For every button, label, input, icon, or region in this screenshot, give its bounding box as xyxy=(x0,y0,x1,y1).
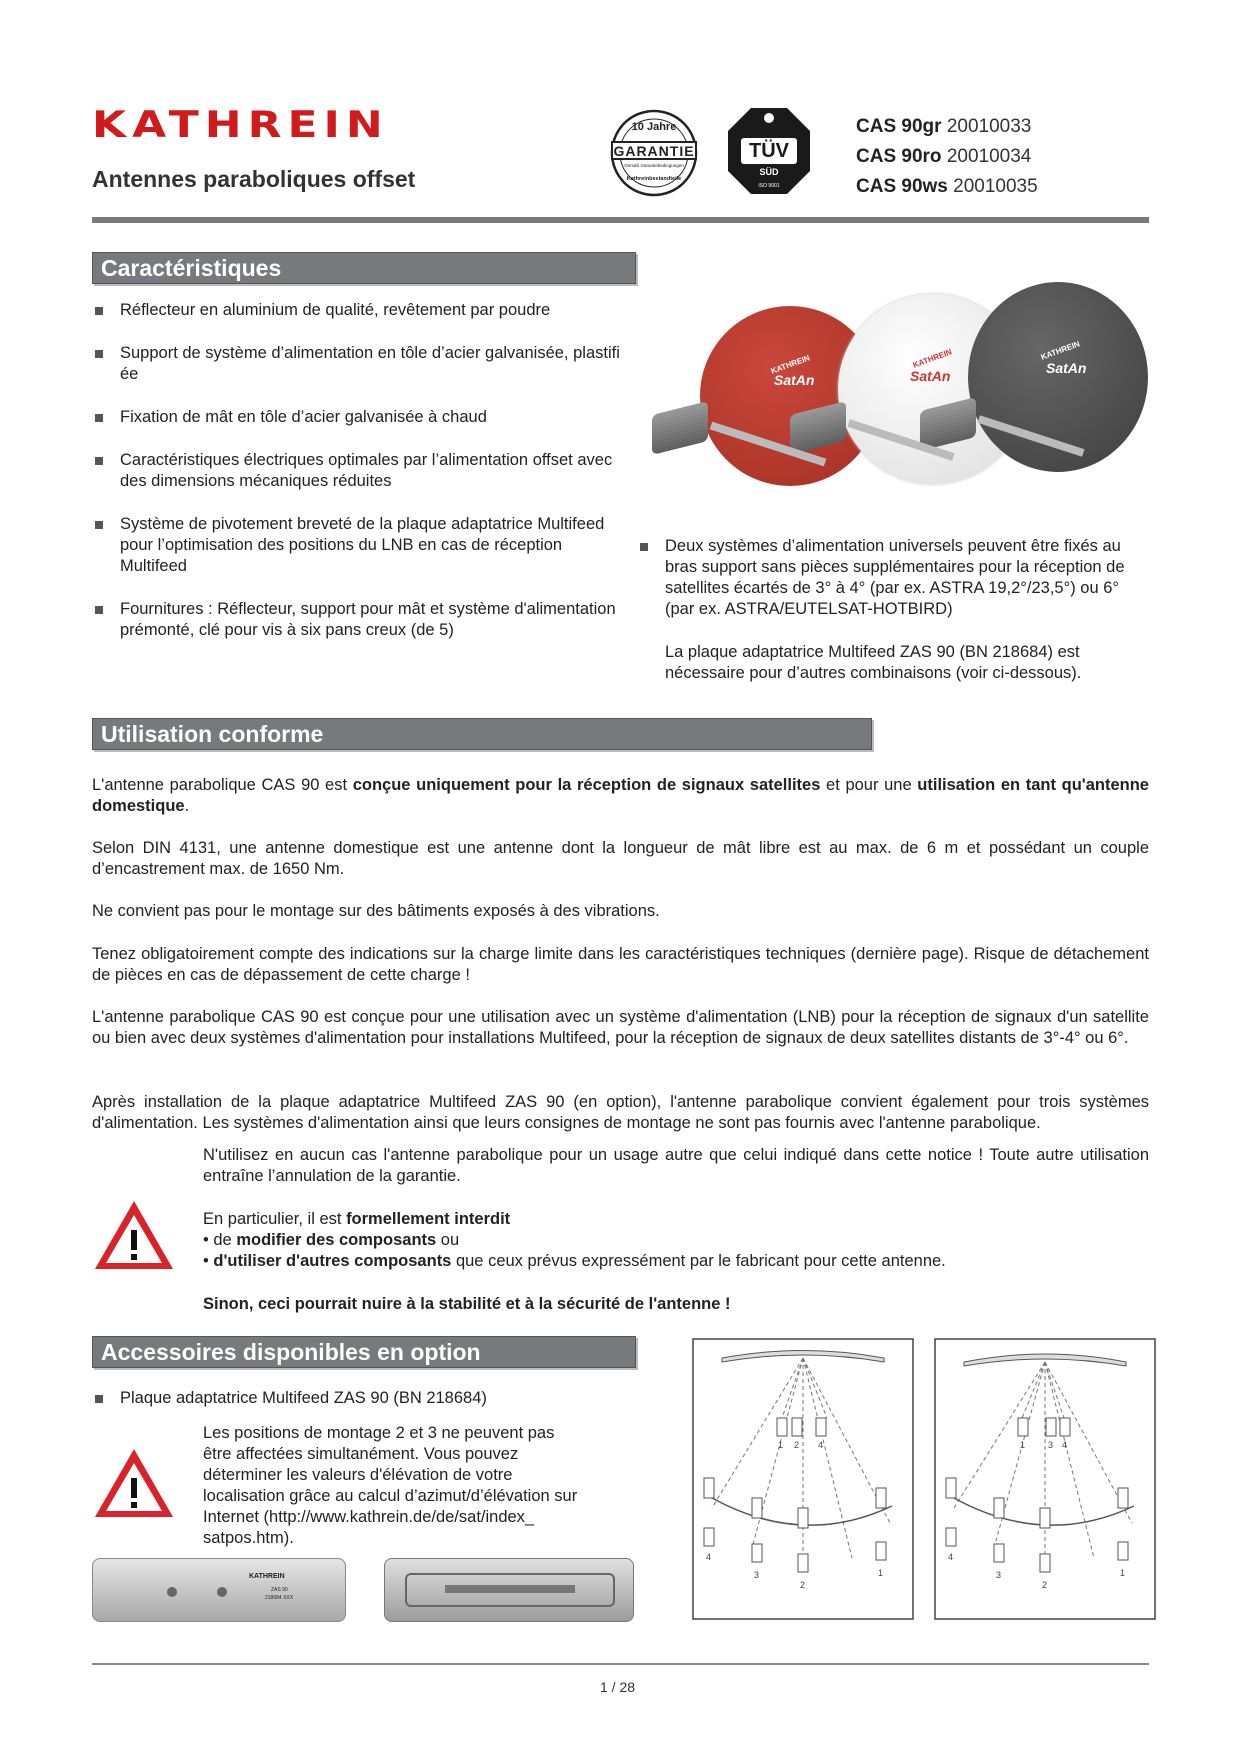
diagram-label: 4 xyxy=(706,1552,712,1562)
list-item: Caractéristiques électriques optimales par l’alimentation offset avec des dimensions mécaniques réduites xyxy=(92,450,622,492)
model-row: CAS 90gr 20010033 xyxy=(856,116,1032,137)
model-list xyxy=(856,112,1038,202)
document-subtitle: Antennes paraboliques offset xyxy=(92,166,416,192)
list-item: Fixation de mât en tôle d’acier galvanisée à chaud xyxy=(92,407,622,428)
warning-triangle-icon xyxy=(92,1198,176,1272)
accessoires-list xyxy=(92,1388,632,1409)
plate-slot xyxy=(445,1585,575,1593)
dish-satan-label: SatAn xyxy=(1046,360,1087,376)
dish-satan-label: SatAn xyxy=(774,372,815,388)
paragraph: L'antenne parabolique CAS 90 est conçue uniquement pour la réception de signaux satellites et pour une utilisation en tant qu'antenne domestique. xyxy=(92,776,1149,815)
model-row: CAS 90ro 20010034 xyxy=(856,146,1032,167)
plate-brand: KATHREIN xyxy=(249,1573,285,1580)
warning-final: Sinon, ceci pourrait nuire à la stabilité et à la sécurité de l'antenne ! xyxy=(203,1295,731,1313)
footer-divider xyxy=(92,1663,1149,1665)
screw-hole-icon xyxy=(217,1587,227,1597)
diagram-label: 2 xyxy=(1042,1580,1048,1590)
diagram-label: 4 xyxy=(1062,1440,1068,1450)
kathrein-logo: KATHREIN xyxy=(92,104,389,146)
diagram-label: 2 xyxy=(800,1580,806,1590)
list-item: Plaque adaptatrice Multifeed ZAS 90 (BN 218684) xyxy=(92,1388,632,1409)
screw-hole-icon xyxy=(167,1587,177,1597)
tuv-badge-icon xyxy=(726,106,812,196)
list-item: Deux systèmes d’alimentation universels peuvent être fixés au bras support sans pièces supplémentaires pour la réception de satellites écartés de 3° à 4° (par ex. ASTRA 19,2°/23,5°) ou 6° (par ex. ASTRA/EUTELSAT-HOTBIRD) xyxy=(637,536,1137,620)
diagram-label: 1 xyxy=(1020,1440,1026,1450)
paragraph: L'antenne parabolique CAS 90 est conçue pour une utilisation avec un système d'alimentation (LNB) pour la réception de signaux d'un satellite ou bien avec deux systèmes d'alimentation pour installations Multifeed, pour la réception de signaux de deux satellites distants de 3°-4° ou 6°. xyxy=(92,1008,1149,1047)
product-photo xyxy=(648,280,1148,510)
tuv-iso: ISO 9001 xyxy=(758,183,780,189)
diagram-label: 4 xyxy=(948,1552,954,1562)
tuv-main: TÜV xyxy=(749,140,789,162)
header-divider xyxy=(92,217,1149,223)
dish-brand-label: KATHREIN xyxy=(911,347,954,370)
adapter-plate-photo-back xyxy=(384,1558,634,1622)
diagram-label: 3 xyxy=(996,1570,1002,1580)
list-item: Support de système d’alimentation en tôle d’acier galvanisée, plastifi ée xyxy=(92,343,622,385)
diagram-label: 3 xyxy=(1048,1440,1054,1450)
diagram-label: 2 xyxy=(794,1440,800,1450)
multifeed-diagram-2 xyxy=(934,1338,1156,1620)
diagram-label: 4 xyxy=(818,1440,824,1450)
garantie-bottom: Kathreinbestandteile xyxy=(626,176,682,182)
section-header-accessoires: Accessoires disponibles en option xyxy=(92,1336,636,1368)
garantie-badge-icon xyxy=(606,108,702,198)
plate-bn: 218684 XXX xyxy=(265,1595,294,1601)
plate-model: ZAS 90 xyxy=(271,1587,288,1593)
warning-bullet: • de modifier des composants ou xyxy=(203,1231,460,1249)
accessoires-warning-text: Les positions de montage 2 et 3 ne peuvent pas être affectées simultanément. Vous pouvez déterminer les valeurs d'élévation de votre localisation grâce au calcul d’azimut/d’élévation sur Internet (http://www.kathrein.de/de/sat/index_ satpos.htm). xyxy=(203,1424,578,1547)
paragraph: Après installation de la plaque adaptatrice Multifeed ZAS 90 (en option), l'antenne parabolique convient également pour trois systèmes d'alimentation. Les systèmes d'alimentation ainsi que leurs consignes de montage ne sont pas fournis avec l'antenne parabolique. xyxy=(92,1093,1149,1132)
garantie-top: 10 Jahre xyxy=(631,121,677,133)
dish-brand-label: KATHREIN xyxy=(1039,339,1082,362)
paragraph: Selon DIN 4131, une antenne domestique est une antenne dont la longueur de mât libre est au max. de 6 m et possédant un couple d’encastrement max. de 1650 Nm. xyxy=(92,839,1149,878)
warning-bullet: • d'utiliser d'autres composants que ceux prévus expressément par le fabricant pour cette antenne. xyxy=(203,1252,946,1270)
paragraph: Ne convient pas pour le montage sur des bâtiments exposés à des vibrations. xyxy=(92,902,660,920)
warning-triangle-icon xyxy=(92,1446,176,1520)
multifeed-diagram-1 xyxy=(692,1338,914,1620)
diagram-label: 1 xyxy=(778,1440,784,1450)
adapter-plate-photo xyxy=(92,1558,346,1622)
lnb-icon xyxy=(652,401,708,455)
warning-text: N'utilisez en aucun cas l'antenne parabolique pour un usage autre que celui indiqué dans cette notice ! Toute autre utilisation entraîne l’annulation de la garantie. xyxy=(203,1146,1149,1185)
caracteristiques-list xyxy=(92,300,622,641)
multifeed-note: La plaque adaptatrice Multifeed ZAS 90 (BN 218684) est nécessaire pour d’autres combinaisons (voir ci-dessous). xyxy=(665,643,1082,682)
dish-brand-label: KATHREIN xyxy=(769,353,812,376)
list-item: Réflecteur en aluminium de qualité, revêtement par poudre xyxy=(92,300,622,321)
tuv-sub: SÜD xyxy=(759,167,779,177)
section-header-utilisation: Utilisation conforme xyxy=(92,718,872,750)
warning-forbidden: En particulier, il est formellement interdit xyxy=(203,1210,511,1228)
dish-satan-label: SatAn xyxy=(910,368,951,384)
page-number: 1 / 28 xyxy=(600,1679,636,1695)
garantie-main: GARANTIE xyxy=(613,143,695,159)
diagram-label: 3 xyxy=(754,1570,760,1580)
model-row: CAS 90ws 20010035 xyxy=(856,176,1038,197)
diagram-label: 1 xyxy=(878,1568,884,1578)
list-item: Système de pivotement breveté de la plaque adaptatrice Multifeed pour l’optimisation des positions du LNB en cas de réception Multifeed xyxy=(92,514,622,577)
caracteristiques-right-list xyxy=(637,536,1137,620)
section-header-caracteristiques: Caractéristiques xyxy=(92,252,636,284)
diagram-label: 1 xyxy=(1120,1568,1126,1578)
list-item: Fournitures : Réflecteur, support pour mât et système d'alimentation prémonté, clé pour vis à six pans creux (de 5) xyxy=(92,599,622,641)
garantie-small: Gemäß Garantiebedingungen xyxy=(624,163,684,168)
paragraph: Tenez obligatoirement compte des indications sur la charge limite dans les caractéristiques techniques (dernière page). Risque de détachement de pièces en cas de dépassement de cette charge ! xyxy=(92,945,1149,984)
